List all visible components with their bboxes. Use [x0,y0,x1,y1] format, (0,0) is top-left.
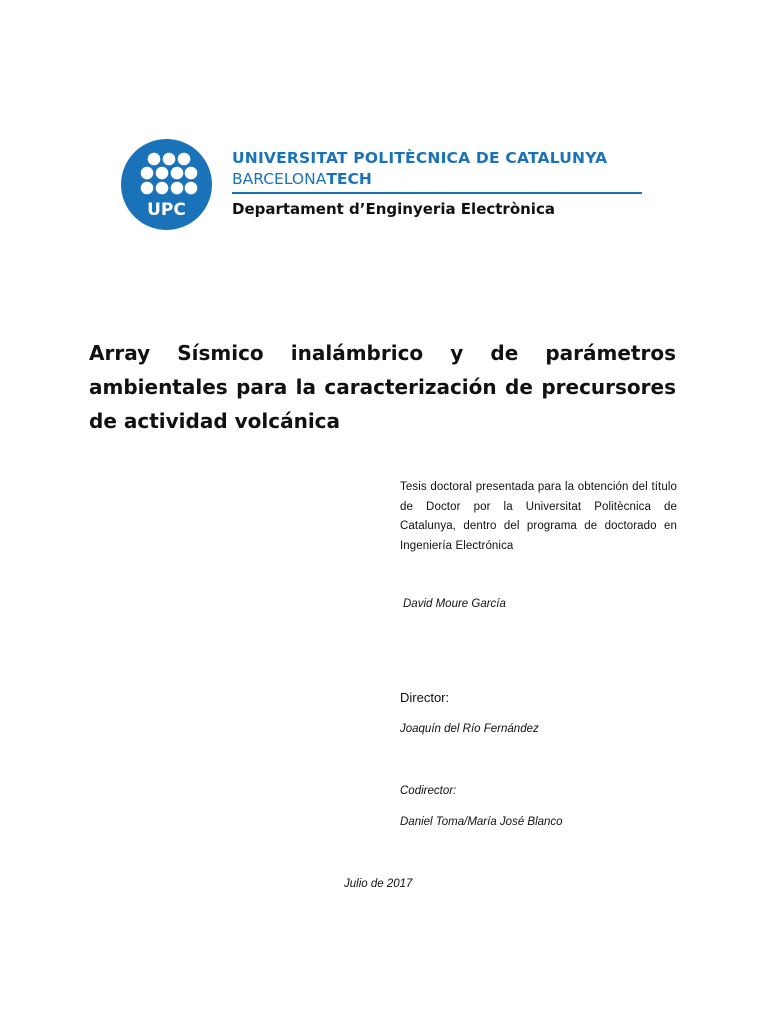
upc-logo-seal [121,139,212,230]
upc-logo-mark [121,139,212,230]
campus-suffix: TECH [326,170,372,188]
department-name: Departament d’Enginyeria Electrònica [232,200,555,218]
logo-divider [232,192,642,194]
codirector-label: Codirector: [400,785,457,797]
thesis-description: Tesis doctoral presentada para la obtención del título de Doctor por la Universitat Politècnica de Catalunya, dentro del programa de doctorado en Ingeniería Electrónica [400,481,677,552]
thesis-title: Array Sísmico inalámbrico y de parámetros ambientales para la caracterización de precursores de actividad volcánica [89,341,676,433]
director-name: Joaquín del Río Fernández [400,723,539,735]
author-name: David Moure García [403,598,506,610]
codirector-names: Daniel Toma/María José Blanco [400,816,563,828]
submission-date: Julio de 2017 [344,878,413,890]
director-label: Director: [400,690,450,705]
campus-name [232,170,372,188]
campus-prefix: BARCELONA [232,170,327,188]
upc-logo-lettering: UPC [147,200,186,220]
university-name: UNIVERSITAT POLITÈCNICA DE CATALUNYA [232,149,608,167]
